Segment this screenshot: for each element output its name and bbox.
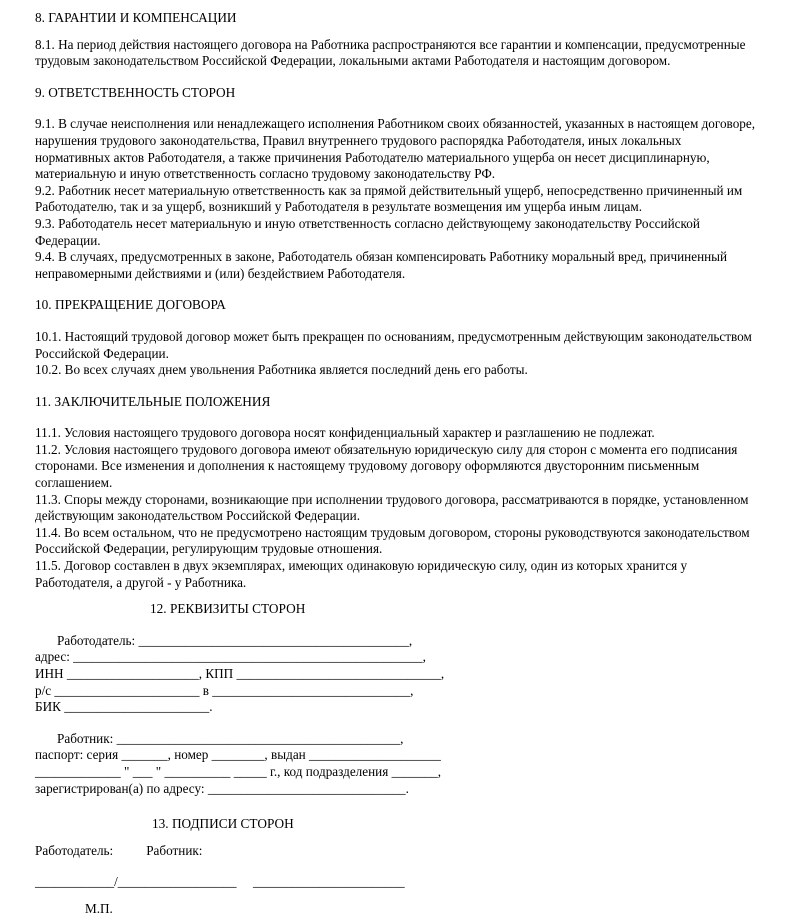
spacer [35, 379, 757, 394]
spacer [35, 27, 757, 37]
spacer [35, 716, 757, 731]
section-heading-termination: 10. ПРЕКРАЩЕНИЕ ДОГОВОРА [35, 297, 226, 313]
clause-11-5: 11.5. Договор составлен в двух экземплярах, имеющих одинаковую юридическую силу, один из которых хранится у Работодателя, а другой - у Работника. [35, 558, 688, 590]
spacer [35, 70, 757, 85]
employee-registration-field[interactable]: зарегистрирован(а) по адресу: ______________________________. [35, 780, 409, 796]
signature-employee-label: Работник: [146, 842, 203, 858]
spacer [35, 314, 757, 329]
employee-passport-field[interactable]: паспорт: серия _______, номер ________, выдан ____________________ [35, 747, 441, 763]
employee-name-field[interactable]: Работник: ___________________________________________, [57, 730, 404, 746]
spacer [35, 618, 757, 633]
employer-address-field[interactable]: адрес: _____________________________________________________, [35, 649, 426, 665]
signature-line-gap [236, 874, 252, 889]
signature-lines-row [35, 874, 757, 891]
employer-name-field[interactable]: Работодатель: _________________________________________, [57, 632, 413, 648]
spacer [35, 891, 757, 901]
seal-mark: М.П. [85, 900, 113, 916]
clause-10-2: 10.2. Во всех случаях днем увольнения Работника является последний день его работы. [35, 362, 528, 378]
employer-bik-field[interactable]: БИК ______________________. [35, 699, 213, 715]
spacer [35, 591, 757, 601]
spacer [35, 797, 757, 816]
top-spacer [35, 0, 757, 10]
signature-labels-row [35, 843, 757, 860]
employer-account-field[interactable]: р/с ______________________ в ______________________________, [35, 682, 414, 698]
section-heading-guarantees: 8. ГАРАНТИИ И КОМПЕНСАЦИИ [35, 10, 237, 25]
spacer [35, 833, 757, 843]
signature-employee-line[interactable]: _______________________ [252, 874, 405, 890]
signature-employer-line[interactable]: ____________/__________________ [35, 874, 237, 890]
document-body [35, 0, 757, 918]
spacer [35, 101, 757, 116]
clause-9-4: 9.4. В случаях, предусмотренных в законе, Работодатель обязан компенсировать Работнику моральный вред, причиненный неправомерными действиями и (или) бездействием Работодателя. [35, 249, 728, 281]
clause-8-1: 8.1. На период действия настоящего договора на Работника распространяются все гарантии и компенсации, предусмотренные трудовым законодательством Российской Федерации, локальными актами Работодателя и настоящим договором. [35, 36, 746, 69]
clause-11-3: 11.3. Споры между сторонами, возникающие при исполнении трудового договора, рассматриваются в порядке, установленном действующим законодательством Российской Федерации. [35, 491, 749, 524]
section-heading-liability: 9. ОТВЕТСТВЕННОСТЬ СТОРОН [35, 84, 236, 100]
clause-11-4: 11.4. Во всем остальном, что не предусмотрено настоящим трудовым договором, стороны руководствуются законодательством Российской Федерации, регулирующим трудовые отношения. [35, 524, 750, 557]
employer-inn-kpp-field[interactable]: ИНН ____________________, КПП _______________________________, [35, 666, 445, 681]
spacer [35, 410, 757, 425]
clause-11-1: 11.1. Условия настоящего трудового договора носят конфиденциальный характер и разглашению не подлежат. [35, 425, 655, 441]
signature-label-gap [113, 843, 146, 858]
spacer [35, 282, 757, 297]
clause-11-2: 11.2. Условия настоящего трудового договора имеют обязательную юридическую силу для сторон с момента его подписания сторонами. Все изменения и дополнения к настоящему трудовому договору оформляются двусторонним письменным соглашением. [35, 441, 738, 491]
section-heading-requisites: 12. РЕКВИЗИТЫ СТОРОН [150, 601, 306, 617]
employee-passport-issue-field[interactable]: _____________ " ___ " __________ _____ г., код подразделения _______, [35, 763, 442, 779]
section-heading-signatures: 13. ПОДПИСИ СТОРОН [152, 816, 294, 832]
clause-10-1: 10.1. Настоящий трудовой договор может быть прекращен по основаниям, предусмотренным действующим законодательством Российской Федерации. [35, 328, 752, 361]
section-heading-final: 11. ЗАКЛЮЧИТЕЛЬНЫЕ ПОЛОЖЕНИЯ [35, 393, 271, 409]
signature-employer-label: Работодатель: [35, 842, 114, 858]
spacer [35, 859, 757, 874]
clause-9-2: 9.2. Работник несет материальную ответственность как за прямой действительный ущерб, непосредственно причиненный им Работодателю, так и за ущерб, возникший у Работодателя в результате возмещения им ущерба иным лицам. [35, 182, 743, 215]
clause-9-3: 9.3. Работодатель несет материальную и иную ответственность согласно действующему законодательству Российской Федерации. [35, 215, 700, 248]
clause-9-1: 9.1. В случае неисполнения или ненадлежащего исполнения Работником своих обязанностей, указанных в настоящем договоре, нарушения трудового законодательства, Правил внутреннего трудового распорядка Работодателя, иных локальных нормативных актов Работодателя, а также причинения Работодателю материального ущерба он несет дисциплинарную, материальную и иную ответственность согласно трудовому законодательству РФ. [35, 116, 756, 182]
